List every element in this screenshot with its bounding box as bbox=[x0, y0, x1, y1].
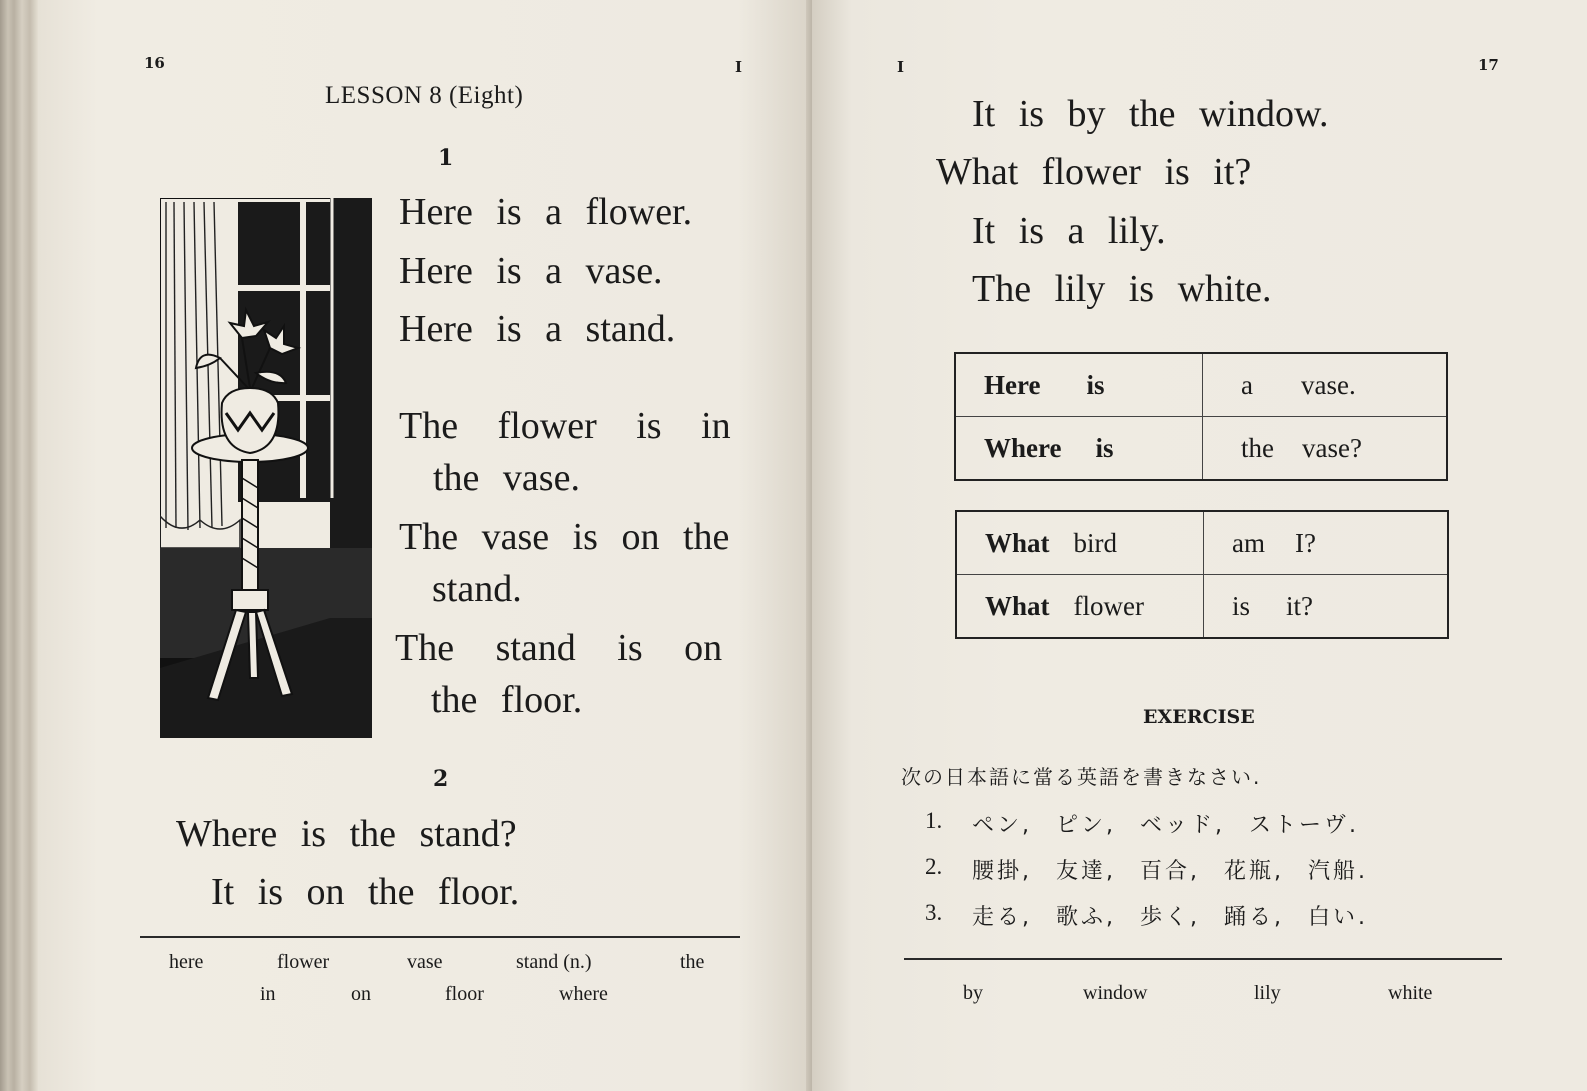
line-vase-on-1: The vase is on the bbox=[399, 516, 730, 558]
line-what-flower: What flower is it? bbox=[936, 151, 1252, 193]
pattern-table-1 bbox=[954, 352, 1448, 481]
page-number: 16 bbox=[144, 54, 165, 72]
section-number-1: 1 bbox=[438, 145, 454, 171]
line-flower-in-1: The flower is in bbox=[399, 405, 731, 447]
vocab-word: stand (n.) bbox=[516, 951, 592, 973]
exercise-title: EXERCISE bbox=[1143, 706, 1255, 728]
vocab-word: by bbox=[963, 982, 983, 1004]
table-row bbox=[956, 511, 1448, 575]
table-cell: is it? bbox=[1204, 575, 1449, 639]
page-number: 17 bbox=[1478, 56, 1499, 74]
vocab-word: the bbox=[680, 951, 705, 973]
exercise-item-text: ペン, ピン, ベッド, ストーヴ. bbox=[972, 813, 1359, 838]
line-here-stand: Here is a stand. bbox=[399, 308, 676, 350]
line-lily: It is a lily. bbox=[972, 210, 1166, 252]
table-cell: a vase. bbox=[1203, 353, 1448, 417]
vocab-word: in bbox=[260, 983, 276, 1005]
line-on-floor: It is on the floor. bbox=[211, 871, 520, 913]
page-edges bbox=[0, 0, 38, 1091]
exercise-item-number: 1. bbox=[925, 808, 943, 833]
vocab-word: floor bbox=[445, 983, 484, 1005]
line-here-vase: Here is a vase. bbox=[399, 250, 663, 292]
line-stand-on-1: The stand is on bbox=[395, 627, 723, 669]
pattern-table-2 bbox=[955, 510, 1449, 639]
exercise-item-number: 3. bbox=[925, 900, 943, 925]
table-cell: What flower bbox=[956, 575, 1204, 639]
table-row bbox=[955, 353, 1447, 417]
line-vase-on-2: stand. bbox=[432, 568, 522, 610]
exercise-instruction: 次の日本語に當る英語を書きなさい. bbox=[901, 765, 1262, 789]
section-number-2: 2 bbox=[433, 766, 449, 792]
vocab-word: lily bbox=[1254, 982, 1281, 1004]
window-vase-illustration bbox=[160, 198, 372, 738]
vocab-word: white bbox=[1388, 982, 1433, 1004]
running-head: I bbox=[735, 58, 743, 76]
table-cell: the vase? bbox=[1203, 417, 1448, 481]
vocab-word: vase bbox=[407, 951, 443, 973]
table-row bbox=[955, 417, 1447, 481]
line-flower-in-2: the vase. bbox=[433, 457, 580, 499]
exercise-item-text: 腰掛, 友達, 百合, 花瓶, 汽船. bbox=[972, 859, 1368, 884]
vocab-rule bbox=[904, 958, 1502, 960]
vocab-rule bbox=[140, 936, 740, 938]
running-head: I bbox=[897, 58, 905, 76]
table-row bbox=[956, 575, 1448, 639]
left-page bbox=[38, 0, 812, 1091]
line-stand-on-2: the floor. bbox=[431, 679, 583, 721]
table-cell: am I? bbox=[1204, 511, 1449, 575]
lesson-title: LESSON 8 (Eight) bbox=[325, 82, 524, 109]
right-page bbox=[812, 0, 1587, 1091]
line-by-window: It is by the window. bbox=[972, 93, 1329, 135]
line-here-flower: Here is a flower. bbox=[399, 191, 693, 233]
vocab-word: where bbox=[559, 983, 608, 1005]
vocab-word: flower bbox=[277, 951, 330, 973]
exercise-item-number: 2. bbox=[925, 854, 943, 879]
vocab-word: on bbox=[351, 983, 371, 1005]
table-cell: Where is bbox=[955, 417, 1203, 481]
vocab-word: here bbox=[169, 951, 204, 973]
exercise-item-text: 走る, 歌ふ, 歩く, 踊る, 白い. bbox=[972, 905, 1368, 930]
line-where-stand: Where is the stand? bbox=[176, 813, 517, 855]
table-cell: What bird bbox=[956, 511, 1204, 575]
line-lily-white: The lily is white. bbox=[972, 268, 1272, 310]
table-cell: Here is bbox=[955, 353, 1203, 417]
vocab-word: window bbox=[1083, 982, 1148, 1004]
